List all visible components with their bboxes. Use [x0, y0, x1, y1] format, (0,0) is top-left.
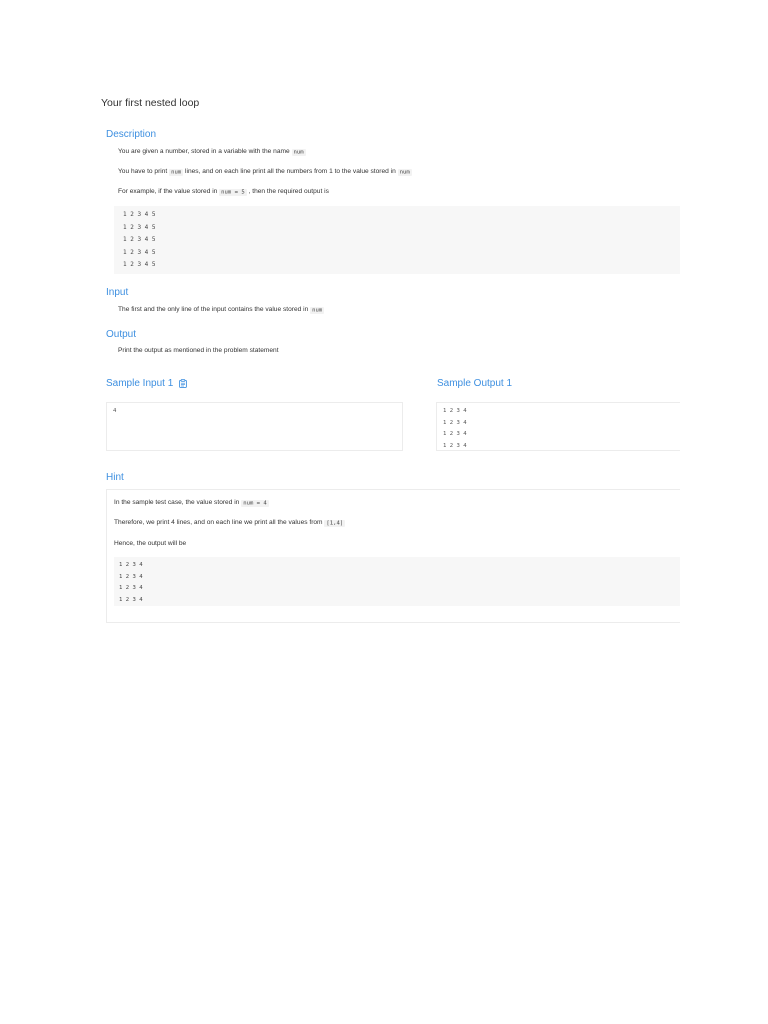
hint-paragraph-3: Hence, the output will be: [114, 540, 187, 547]
sample-output-heading: Sample Output 1: [437, 378, 513, 389]
example-output-block[interactable]: [114, 206, 680, 274]
description-p3-text-b: , then the required output is: [248, 188, 329, 195]
inline-code-range: [1,4]: [326, 520, 344, 526]
example-output-line: 1 2 3 4 5: [123, 261, 156, 268]
hint-output-line: 1 2 3 4: [119, 596, 143, 603]
input-text: The first and the only line of the input contains the value stored in: [118, 306, 309, 313]
hint-output-line: 1 2 3 4: [119, 585, 143, 591]
example-output-line: 1 2 3 4 5: [123, 236, 156, 243]
inline-code-num: num: [293, 149, 304, 155]
inline-code-num-4: num = 4: [243, 500, 267, 506]
clipboard-icon[interactable]: [179, 379, 187, 388]
example-output-line: 1 2 3 4 5: [123, 248, 156, 256]
hint-p2-text: Therefore, we print 4 lines, and on each line we print all the values from: [114, 519, 323, 526]
inline-code-num: num: [312, 307, 323, 313]
sample-input-line: 4: [113, 408, 117, 414]
output-heading: Output: [106, 329, 137, 340]
sample-output-box[interactable]: [436, 402, 680, 451]
example-output-line: 1 2 3 4 5: [123, 211, 156, 218]
hint-output-line: 1 2 3 4: [119, 573, 143, 580]
description-p2-text-a: You have to print: [118, 168, 168, 175]
description-heading: Description: [106, 129, 157, 140]
sample-output-line: 1 2 3 4: [443, 408, 467, 414]
output-paragraph: Print the output as mentioned in the problem statement: [118, 347, 279, 354]
inline-code-num: num: [171, 169, 182, 175]
description-paragraph-3: [118, 188, 329, 195]
example-output-line: 1 2 3 4 5: [123, 223, 156, 231]
description-p2-text-b: lines, and on each line print all the numbers from 1 to the value stored in: [185, 168, 396, 175]
input-heading: Input: [106, 287, 129, 298]
description-paragraph-1: [118, 148, 306, 155]
description-p3-text-a: For example, if the value stored in: [118, 188, 218, 195]
hint-paragraph-2: [114, 519, 345, 526]
hint-p1-text: In the sample test case, the value stored in: [114, 499, 240, 506]
hint-output-line: 1 2 3 4: [119, 562, 143, 568]
sample-output-line: 1 2 3 4: [443, 431, 467, 437]
inline-code-num-5: num = 5: [221, 189, 245, 195]
sample-input-heading: [106, 378, 187, 389]
hint-heading: Hint: [106, 472, 124, 483]
inline-code-num: num: [399, 169, 410, 175]
sample-output-line: 1 2 3 4: [443, 442, 467, 449]
sample-input-label: Sample Input 1: [106, 378, 174, 389]
sample-output-line: 1 2 3 4: [443, 419, 467, 426]
input-paragraph: [118, 306, 324, 313]
description-p1-text: You are given a number, stored in a variable with the name: [118, 148, 290, 155]
description-paragraph-2: [118, 168, 412, 175]
hint-paragraph-1: [114, 499, 269, 506]
problem-title: Your first nested loop: [101, 97, 200, 109]
hint-output-block[interactable]: [114, 557, 680, 606]
sample-input-box[interactable]: [106, 402, 403, 451]
